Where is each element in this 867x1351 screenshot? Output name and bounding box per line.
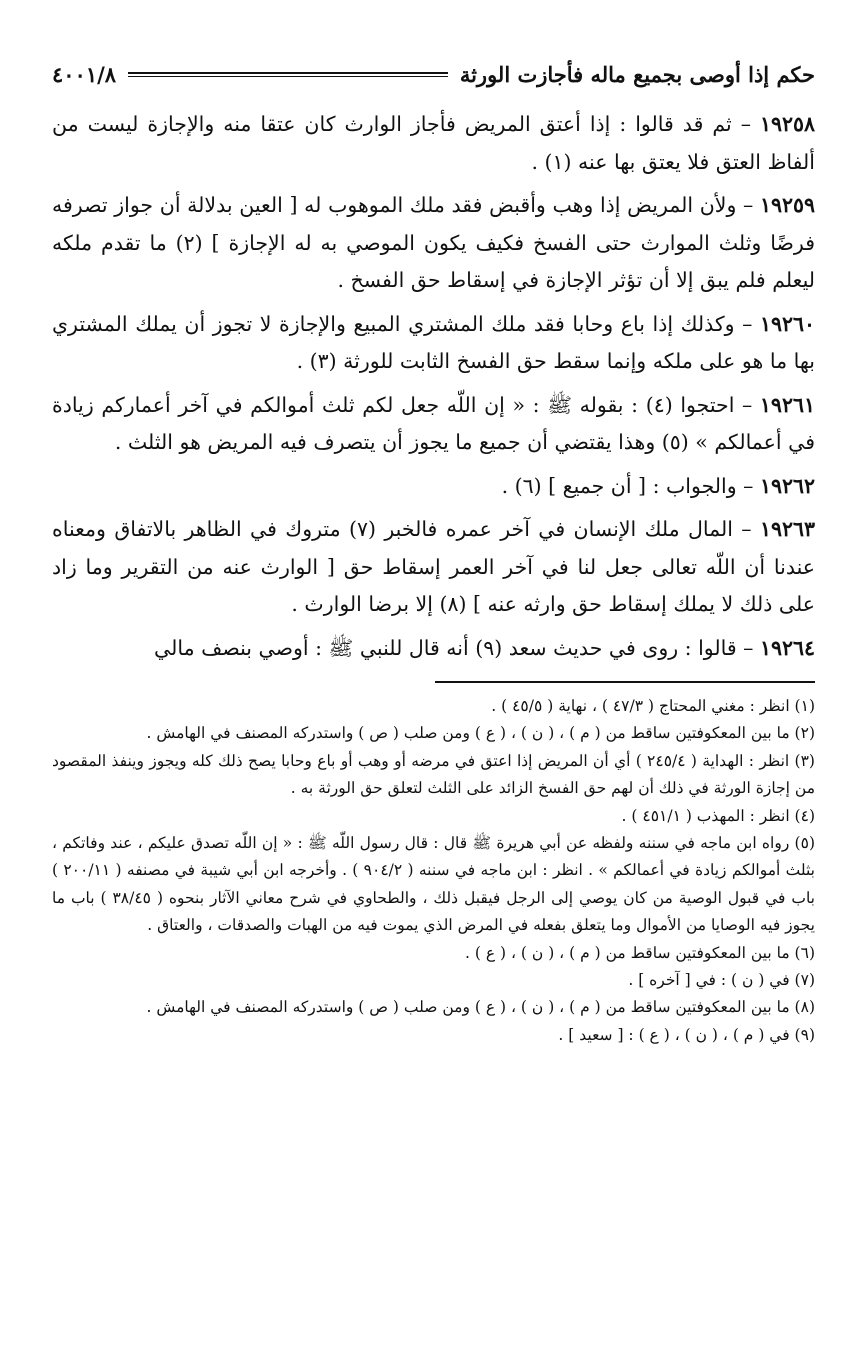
running-header	[52, 52, 815, 96]
paragraph-19264	[52, 630, 815, 668]
page-number: ٤٠٠١/٨	[52, 61, 117, 87]
paragraph-text: – قالوا : روى في حديث سعد (٩) أنه قال للنبي ﷺ : أوصي بنصف مالي	[154, 635, 760, 660]
paragraph-number: ١٩٢٥٩	[759, 193, 815, 217]
footnote-5: (٥) رواه ابن ماجه في سننه ولفظه عن أبي هريرة ﷺ قال : قال رسول اللّه ﷺ : « إن اللّه تصدق عليكم ، عند وفاتكم ، بثلث أموالكم زيادة في أعمالكم » . انظر : ابن ماجه في سننه ( ٩٠٤/٢ ) . وأخرجه ابن أبي شيبة في مصنفه ( ٢٠٠/١١ ) باب في قبول الوصية من كان يوصي إلى الرجل فيقبل ذلك ، والطحاوي في شرح معاني الآثار بنحوه ( ٣٨/٤٥ ) باب ما يجوز فيه الوصايا من الأموال وما يتعلق بفعله في المرض الذي يموت فيه من الهبات والصدقات ، والعتاق .	[52, 834, 815, 935]
paragraph-number: ١٩٢٦٢	[759, 473, 815, 498]
paragraph-19258	[52, 106, 815, 181]
paragraph-text: – ولأن المريض إذا وهب وأقبض فقد ملك الموهوب له [ العين بدلالة أن جواز تصرفه فرضًا وثلث الموارث حتى الفسخ فكيف يكون الموصي به له الإجازة ] (٢) ما تقدم ملكه ليعلم فلم يبق إلا أن تؤثر الإجازة في إسقاط حق الفسخ .	[52, 193, 815, 292]
header-rule	[128, 72, 448, 77]
footnote-separator	[435, 681, 815, 683]
footnote-4: (٤) انظر : المهذب ( ٤٥١/١ ) .	[621, 806, 815, 825]
main-text	[52, 106, 815, 667]
header-title: حكم إذا أوصى بجميع ماله فأجازت الورثة	[459, 61, 815, 87]
paragraph-19259	[52, 187, 815, 300]
footnote-3: (٣) انظر : الهداية ( ٢٤٥/٤ ) أي أن المريض إذا اعتق في مرضه أو وهب أو باع وحابا يصح ذلك كله ويجوز وينفذ المقصود من إجازة الورثة في ذلك أن لهم حق الفسخ الزائد على الثلث لتعلق حق الورثة به .	[52, 751, 815, 798]
footnote-2: (٢) ما بين المعكوفتين ساقط من ( م ) ، ( ن ) ، ( ع ) ومن صلب ( ص ) واستدركه المصنف في الهامش .	[146, 724, 815, 743]
paragraph-19260	[52, 306, 815, 381]
paragraph-number: ١٩٢٦٣	[759, 517, 815, 541]
paragraph-19263	[52, 511, 815, 624]
paragraph-19261	[52, 387, 815, 462]
footnote-9: (٩) في ( م ) ، ( ن ) ، ( ع ) : [ سعيد ] .	[558, 1025, 815, 1044]
paragraph-text: – احتجوا (٤) : بقوله ﷺ : « إن اللّه جعل لكم ثلث أموالكم في آخر أعماركم زيادة في أعمالكم » (٥) وهذا يقتضي أن جميع ما يجوز أن يتصرف فيه المريض هو الثلث .	[52, 392, 815, 454]
paragraph-number: ١٩٢٦٤	[759, 635, 815, 660]
footnote-6: (٦) ما بين المعكوفتين ساقط من ( م ) ، ( ن ) ، ( ع ) .	[465, 943, 815, 962]
paragraph-number: ١٩٢٦٠	[759, 311, 815, 336]
footnote-8: (٨) ما بين المعكوفتين ساقط من ( م ) ، ( ن ) ، ( ع ) ومن صلب ( ص ) واستدركه المصنف في الهامش .	[146, 998, 815, 1017]
paragraph-text: – المال ملك الإنسان في آخر عمره فالخبر (٧) متروك في الظاهر بالاتفاق ومعناه عندنا أن اللّه تعالى جعل لنا في آخر العمر إسقاط حق [ الوارث عنه من التقرير وما زاد على ذلك لا يملك إسقاط حق وارثه عنه ] (٨) إلا برضا الوارث .	[52, 517, 815, 616]
paragraph-text: – والجواب : [ أن جميع ] (٦) .	[501, 473, 760, 498]
footnote-1: (١) انظر : مغني المحتاج ( ٤٧/٣ ) ، نهاية ( ٤٥/٥ ) .	[491, 697, 815, 715]
paragraph-text: – وكذلك إذا باع وحابا فقد ملك المشتري المبيع والإجازة لا تجوز أن يملك المشتري بها ما هو على ملكه وإنما سقط حق الفسخ الثابت للورثة (٣) .	[52, 311, 815, 373]
footnote-7: (٧) في ( ن ) : في [ آخره ] .	[628, 971, 815, 990]
paragraph-text: – ثم قد قالوا : إذا أعتق المريض فأجاز الوارث كان عتقا منه والإجازة ليست من ألفاظ العتق فلا يعتق بها عنه (١) .	[52, 112, 815, 174]
paragraph-number: ١٩٢٥٨	[759, 112, 815, 136]
paragraph-19262	[52, 468, 815, 506]
footnotes	[52, 693, 815, 1049]
paragraph-number: ١٩٢٦١	[759, 392, 815, 417]
